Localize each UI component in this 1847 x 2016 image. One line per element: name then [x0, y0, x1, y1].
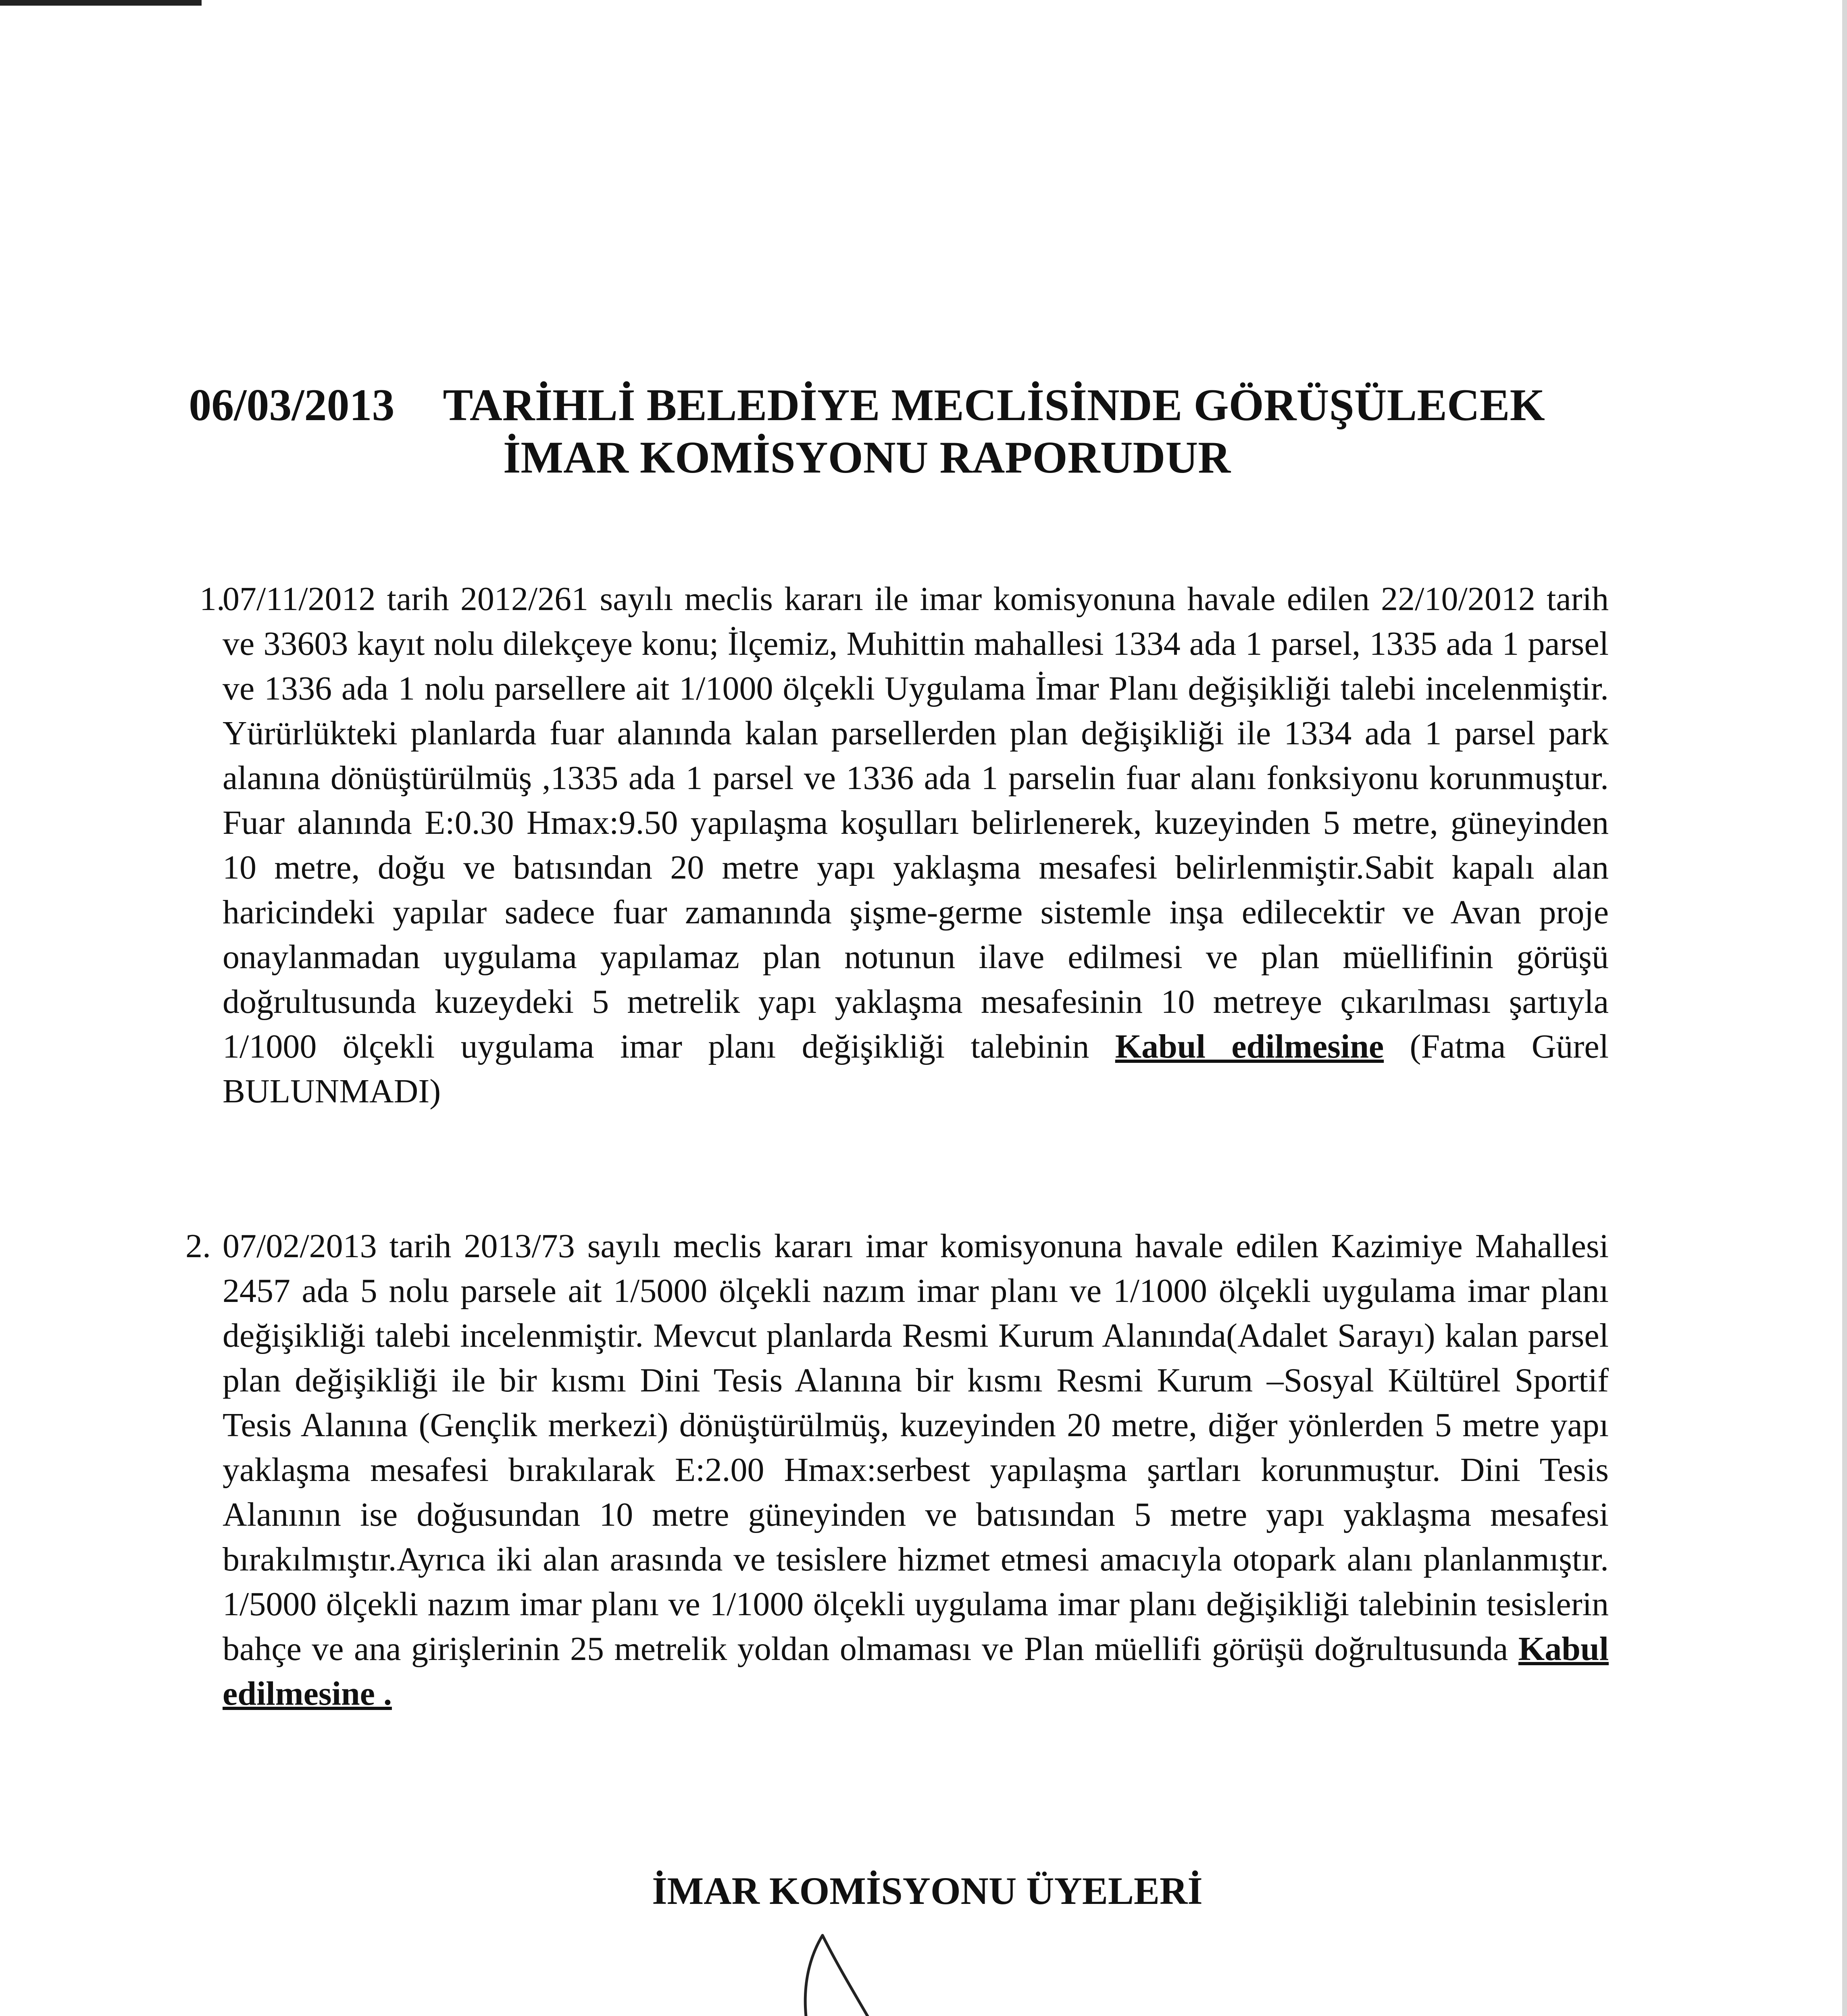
item-number-1: 1.	[200, 580, 225, 618]
meeting-date: 06/03/2013	[189, 380, 395, 430]
item-1-note: (Fatma Gürel BULUNMADI)	[223, 1028, 1609, 1110]
document-title-line1	[121, 377, 1613, 433]
item-2-body: 07/02/2013 tarih 2013/73 sayılı meclis kararı imar komisyonuna havale edilen Kazimiye Mahallesi 2457 ada 5 nolu parsele ait 1/5000 ölçekli nazım imar planı ve 1/1000 ölçekli uygulama imar planı değişikliği talebi incelenmiştir. Mevcut planlarda Resmi Kurum Alanında(Adalet Sarayı) kalan parsel plan değişikliği ile bir kısmı Dini Tesis Alanına bir kısmı Resmi Kurum –Sosyal Kültürel Sportif Tesis Alanına (Gençlik merkezi) dönüştürülmüş, kuzeyinden 20 metre, diğer yönlerden 5 metre yapı yaklaşma mesafesi bırakılarak E:2.00 Hmax:serbest yapılaşma şartları korunmuştur. Dini Tesis Alanının ise doğusundan 10 metre güneyinden ve batısından 5 metre yapı yaklaşma mesafesi bırakılmıştır.Ayrıca iki alan arasında ve tesislere hizmet etmesi amacıyla otopark alanı planlanmıştır. 1/5000 ölçekli nazım imar planı ve 1/1000 ölçekli uygulama imar planı değişikliği talebinin tesislerin bahçe ve ana girişlerinin 25 metrelik yoldan olmaması ve Plan müellifi görüşü doğrultusunda	[223, 1227, 1609, 1668]
agenda-item-2	[223, 1224, 1609, 1716]
item-1-decision: Kabul edilmesine	[1115, 1028, 1384, 1065]
item-2-decision: Kabul edilmesine .	[223, 1630, 1609, 1712]
document-title-line2: İMAR KOMİSYONU RAPORUDUR	[503, 433, 1231, 483]
scan-right-edge	[1842, 0, 1847, 2016]
item-1-body: 07/11/2012 tarih 2012/261 sayılı meclis kararı ile imar komisyonuna havale edilen 22/10/2012 tarih ve 33603 kayıt nolu dilekçeye konu; İlçemiz, Muhittin mahallesi 1334 ada 1 parsel, 1335 ada 1 parsel ve 1336 ada 1 nolu parsellere ait 1/1000 ölçekli Uygulama İmar Planı değişikliği talebi incelenmiştir. Yürürlükteki planlarda fuar alanında kalan parsellerden plan değişikliği ile 1334 ada 1 parsel park alanına dönüştürülmüş ,1335 ada 1 parsel ve 1336 ada 1 parselin fuar alanı fonksiyonu korunmuştur. Fuar alanında E:0.30 Hmax:9.50 yapılaşma koşulları belirlenerek, kuzeyinden 5 metre, güneyinden 10 metre, doğu ve batısından 20 metre yapı yaklaşma mesafesi belirlenmiştir.Sabit kapalı alan haricindeki yapılar sadece fuar zamanında şişme-germe sistemle inşa edilecektir ve Avan proje onaylanmadan uygulama yapılamaz plan notunun ilave edilmesi ve plan müellifinin görüşü doğrultusunda kuzeydeki 5 metrelik yapı yaklaşma mesafesinin 10 metreye çıkarılması şartıyla 1/1000 ölçekli uygulama imar planı değişikliği talebinin	[223, 580, 1609, 1065]
scan-edge-mark	[0, 0, 202, 6]
chair-signature	[758, 1927, 919, 2016]
agenda-item-1	[223, 577, 1609, 1114]
item-number-2: 2.	[185, 1227, 211, 1265]
title-text-1: TARİHLİ BELEDİYE MECLİSİNDE GÖRÜŞÜLECEK	[443, 380, 1545, 430]
committee-heading: İMAR KOMİSYONU ÜYELERİ	[652, 1869, 1203, 1912]
